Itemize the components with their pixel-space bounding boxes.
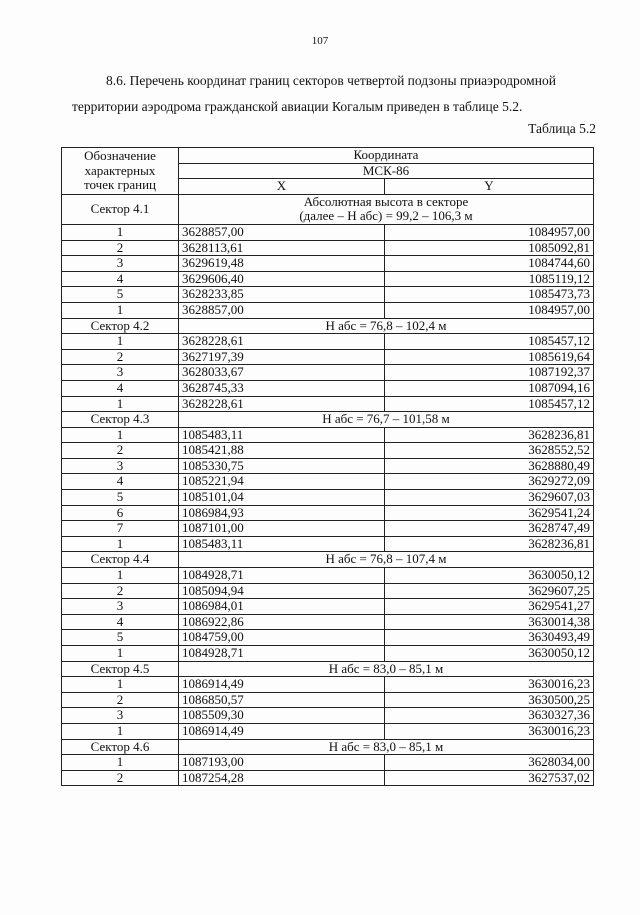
point-number-cell: 2	[62, 443, 179, 459]
table-row	[62, 380, 594, 396]
y-value-cell: 3628747,49	[385, 521, 594, 537]
header-coordinate: Координата	[179, 148, 594, 164]
y-value-cell: 3629541,24	[385, 505, 594, 521]
table-row	[62, 599, 594, 615]
table-row	[62, 334, 594, 350]
header-point-line-2: характерных	[84, 162, 156, 178]
point-number-cell: 1	[62, 536, 179, 552]
point-number-cell: 1	[62, 646, 179, 662]
x-value-cell: 1086922,86	[179, 614, 385, 630]
point-number-cell: 4	[62, 271, 179, 287]
sector-row	[62, 739, 594, 755]
x-value-cell: 3629619,48	[179, 256, 385, 272]
table-row	[62, 396, 594, 412]
point-number-cell: 1	[62, 427, 179, 443]
x-value-cell: 3628113,61	[179, 240, 385, 256]
y-value-cell: 3629607,25	[385, 583, 594, 599]
y-value-cell: 3630493,49	[385, 630, 594, 646]
sector-row	[62, 318, 594, 334]
y-value-cell: 1085092,81	[385, 240, 594, 256]
point-number-cell: 1	[62, 224, 179, 240]
point-number-cell: 1	[62, 755, 179, 771]
y-value-cell: 1087094,16	[385, 380, 594, 396]
x-value-cell: 3628228,61	[179, 396, 385, 412]
x-value-cell: 1087101,00	[179, 521, 385, 537]
x-value-cell: 1086984,93	[179, 505, 385, 521]
y-value-cell: 3628552,52	[385, 443, 594, 459]
sector-name: Сектор 4.2	[62, 318, 179, 334]
point-number-cell: 1	[62, 568, 179, 584]
table-row	[62, 677, 594, 693]
point-number-cell: 5	[62, 630, 179, 646]
point-number-cell: 3	[62, 256, 179, 272]
x-value-cell: 1084928,71	[179, 646, 385, 662]
sector-height: Н абс = 83,0 – 85,1 м	[179, 661, 594, 677]
sector-name: Сектор 4.5	[62, 661, 179, 677]
table-row	[62, 224, 594, 240]
point-number-cell: 5	[62, 490, 179, 506]
header-point-designation	[62, 148, 179, 195]
point-number-cell: 7	[62, 521, 179, 537]
x-value-cell: 1087254,28	[179, 770, 385, 786]
header-y: Y	[385, 179, 594, 195]
page-number: 107	[311, 35, 329, 47]
x-value-cell: 1087193,00	[179, 755, 385, 771]
table-row	[62, 583, 594, 599]
x-value-cell: 1085221,94	[179, 474, 385, 490]
table-row	[62, 287, 594, 303]
x-value-cell: 1085483,11	[179, 536, 385, 552]
point-number-cell: 4	[62, 474, 179, 490]
y-value-cell: 3630016,23	[385, 723, 594, 739]
x-value-cell: 1085330,75	[179, 458, 385, 474]
y-value-cell: 1085457,12	[385, 334, 594, 350]
y-value-cell: 3629607,03	[385, 490, 594, 506]
intro-line-1: 8.6. Перечень координат границ секторов четвертой подзоны приаэродромной	[106, 73, 556, 88]
table-row	[62, 256, 594, 272]
y-value-cell: 1084957,00	[385, 302, 594, 318]
y-value-cell: 3630500,25	[385, 692, 594, 708]
point-number-cell: 2	[62, 770, 179, 786]
y-value-cell: 3628880,49	[385, 458, 594, 474]
point-number-cell: 2	[62, 349, 179, 365]
y-value-cell: 3630050,12	[385, 568, 594, 584]
x-value-cell: 1084928,71	[179, 568, 385, 584]
sector-row	[62, 194, 594, 224]
sector-name: Сектор 4.1	[62, 194, 179, 224]
table-row	[62, 708, 594, 724]
table-row	[62, 365, 594, 381]
y-value-cell: 1085473,73	[385, 287, 594, 303]
y-value-cell: 1085457,12	[385, 396, 594, 412]
point-number-cell: 1	[62, 723, 179, 739]
point-number-cell: 3	[62, 365, 179, 381]
table-row	[62, 568, 594, 584]
table-row	[62, 490, 594, 506]
header-point-line-3: точек границ	[83, 177, 157, 193]
point-number-cell: 4	[62, 614, 179, 630]
point-number-cell: 1	[62, 334, 179, 350]
x-value-cell: 3627197,39	[179, 349, 385, 365]
table-row	[62, 630, 594, 646]
y-value-cell: 3629541,27	[385, 599, 594, 615]
x-value-cell: 3628233,85	[179, 287, 385, 303]
intro-paragraph	[72, 68, 592, 120]
header-x: X	[179, 179, 385, 195]
table-row	[62, 770, 594, 786]
table-row	[62, 474, 594, 490]
y-value-cell: 3629272,09	[385, 474, 594, 490]
x-value-cell: 3628745,33	[179, 380, 385, 396]
table-row	[62, 349, 594, 365]
x-value-cell: 1084759,00	[179, 630, 385, 646]
y-value-cell: 3628034,00	[385, 755, 594, 771]
table-row	[62, 646, 594, 662]
x-value-cell: 1085509,30	[179, 708, 385, 724]
table-row	[62, 614, 594, 630]
point-number-cell: 1	[62, 396, 179, 412]
sector-name: Сектор 4.4	[62, 552, 179, 568]
x-value-cell: 1085094,94	[179, 583, 385, 599]
sector-height: Н абс = 83,0 – 85,1 м	[179, 739, 594, 755]
table-row	[62, 723, 594, 739]
sector-name: Сектор 4.3	[62, 412, 179, 428]
point-number-cell: 3	[62, 599, 179, 615]
y-value-cell: 3630014,38	[385, 614, 594, 630]
table-row	[62, 536, 594, 552]
y-value-cell: 1085619,64	[385, 349, 594, 365]
y-value-cell: 1084957,00	[385, 224, 594, 240]
x-value-cell: 1085101,04	[179, 490, 385, 506]
x-value-cell: 3628033,67	[179, 365, 385, 381]
sector-row	[62, 552, 594, 568]
x-value-cell: 3628857,00	[179, 302, 385, 318]
sector-row	[62, 412, 594, 428]
sector-name: Сектор 4.6	[62, 739, 179, 755]
point-number-cell: 3	[62, 708, 179, 724]
table-row	[62, 458, 594, 474]
x-value-cell: 1086914,49	[179, 723, 385, 739]
y-value-cell: 3630327,36	[385, 708, 594, 724]
table-row	[62, 240, 594, 256]
table-row	[62, 505, 594, 521]
y-value-cell: 1087192,37	[385, 365, 594, 381]
intro-line-2: территории аэродрома гражданской авиации Когалым приведен в таблице 5.2.	[72, 99, 523, 114]
table-row	[62, 692, 594, 708]
sector-height: Н абс = 76,7 – 101,58 м	[179, 412, 594, 428]
table-row	[62, 271, 594, 287]
header-point-line-1: Обозначение	[84, 148, 156, 163]
point-number-cell: 5	[62, 287, 179, 303]
point-number-cell: 6	[62, 505, 179, 521]
sector-height-line: (далее – Н абс) = 99,2 – 106,3 м	[299, 208, 473, 224]
table-row	[62, 427, 594, 443]
table-row	[62, 302, 594, 318]
x-value-cell: 1086984,01	[179, 599, 385, 615]
table-row	[62, 755, 594, 771]
y-value-cell: 1085119,12	[385, 271, 594, 287]
point-number-cell: 2	[62, 583, 179, 599]
y-value-cell: 3628236,81	[385, 427, 594, 443]
sector-row	[62, 661, 594, 677]
sector-height	[179, 194, 594, 224]
y-value-cell: 3630016,23	[385, 677, 594, 693]
y-value-cell: 1084744,60	[385, 256, 594, 272]
y-value-cell: 3628236,81	[385, 536, 594, 552]
point-number-cell: 2	[62, 240, 179, 256]
x-value-cell: 3628228,61	[179, 334, 385, 350]
table-caption: Таблица 5.2	[528, 121, 596, 136]
header-system: МСК-86	[179, 163, 594, 179]
sector-height: Н абс = 76,8 – 102,4 м	[179, 318, 594, 334]
x-value-cell: 3628857,00	[179, 224, 385, 240]
x-value-cell: 1086914,49	[179, 677, 385, 693]
point-number-cell: 1	[62, 302, 179, 318]
y-value-cell: 3627537,02	[385, 770, 594, 786]
x-value-cell: 1086850,57	[179, 692, 385, 708]
sector-height: Н абс = 76,8 – 107,4 м	[179, 552, 594, 568]
y-value-cell: 3630050,12	[385, 646, 594, 662]
point-number-cell: 1	[62, 677, 179, 693]
sector-height-line: Абсолютная высота в секторе	[303, 194, 469, 209]
coordinates-table	[61, 147, 594, 786]
x-value-cell: 1085421,88	[179, 443, 385, 459]
point-number-cell: 2	[62, 692, 179, 708]
table-row	[62, 443, 594, 459]
point-number-cell: 4	[62, 380, 179, 396]
x-value-cell: 1085483,11	[179, 427, 385, 443]
table-header-row-1	[62, 148, 594, 164]
x-value-cell: 3629606,40	[179, 271, 385, 287]
table-row	[62, 521, 594, 537]
point-number-cell: 3	[62, 458, 179, 474]
